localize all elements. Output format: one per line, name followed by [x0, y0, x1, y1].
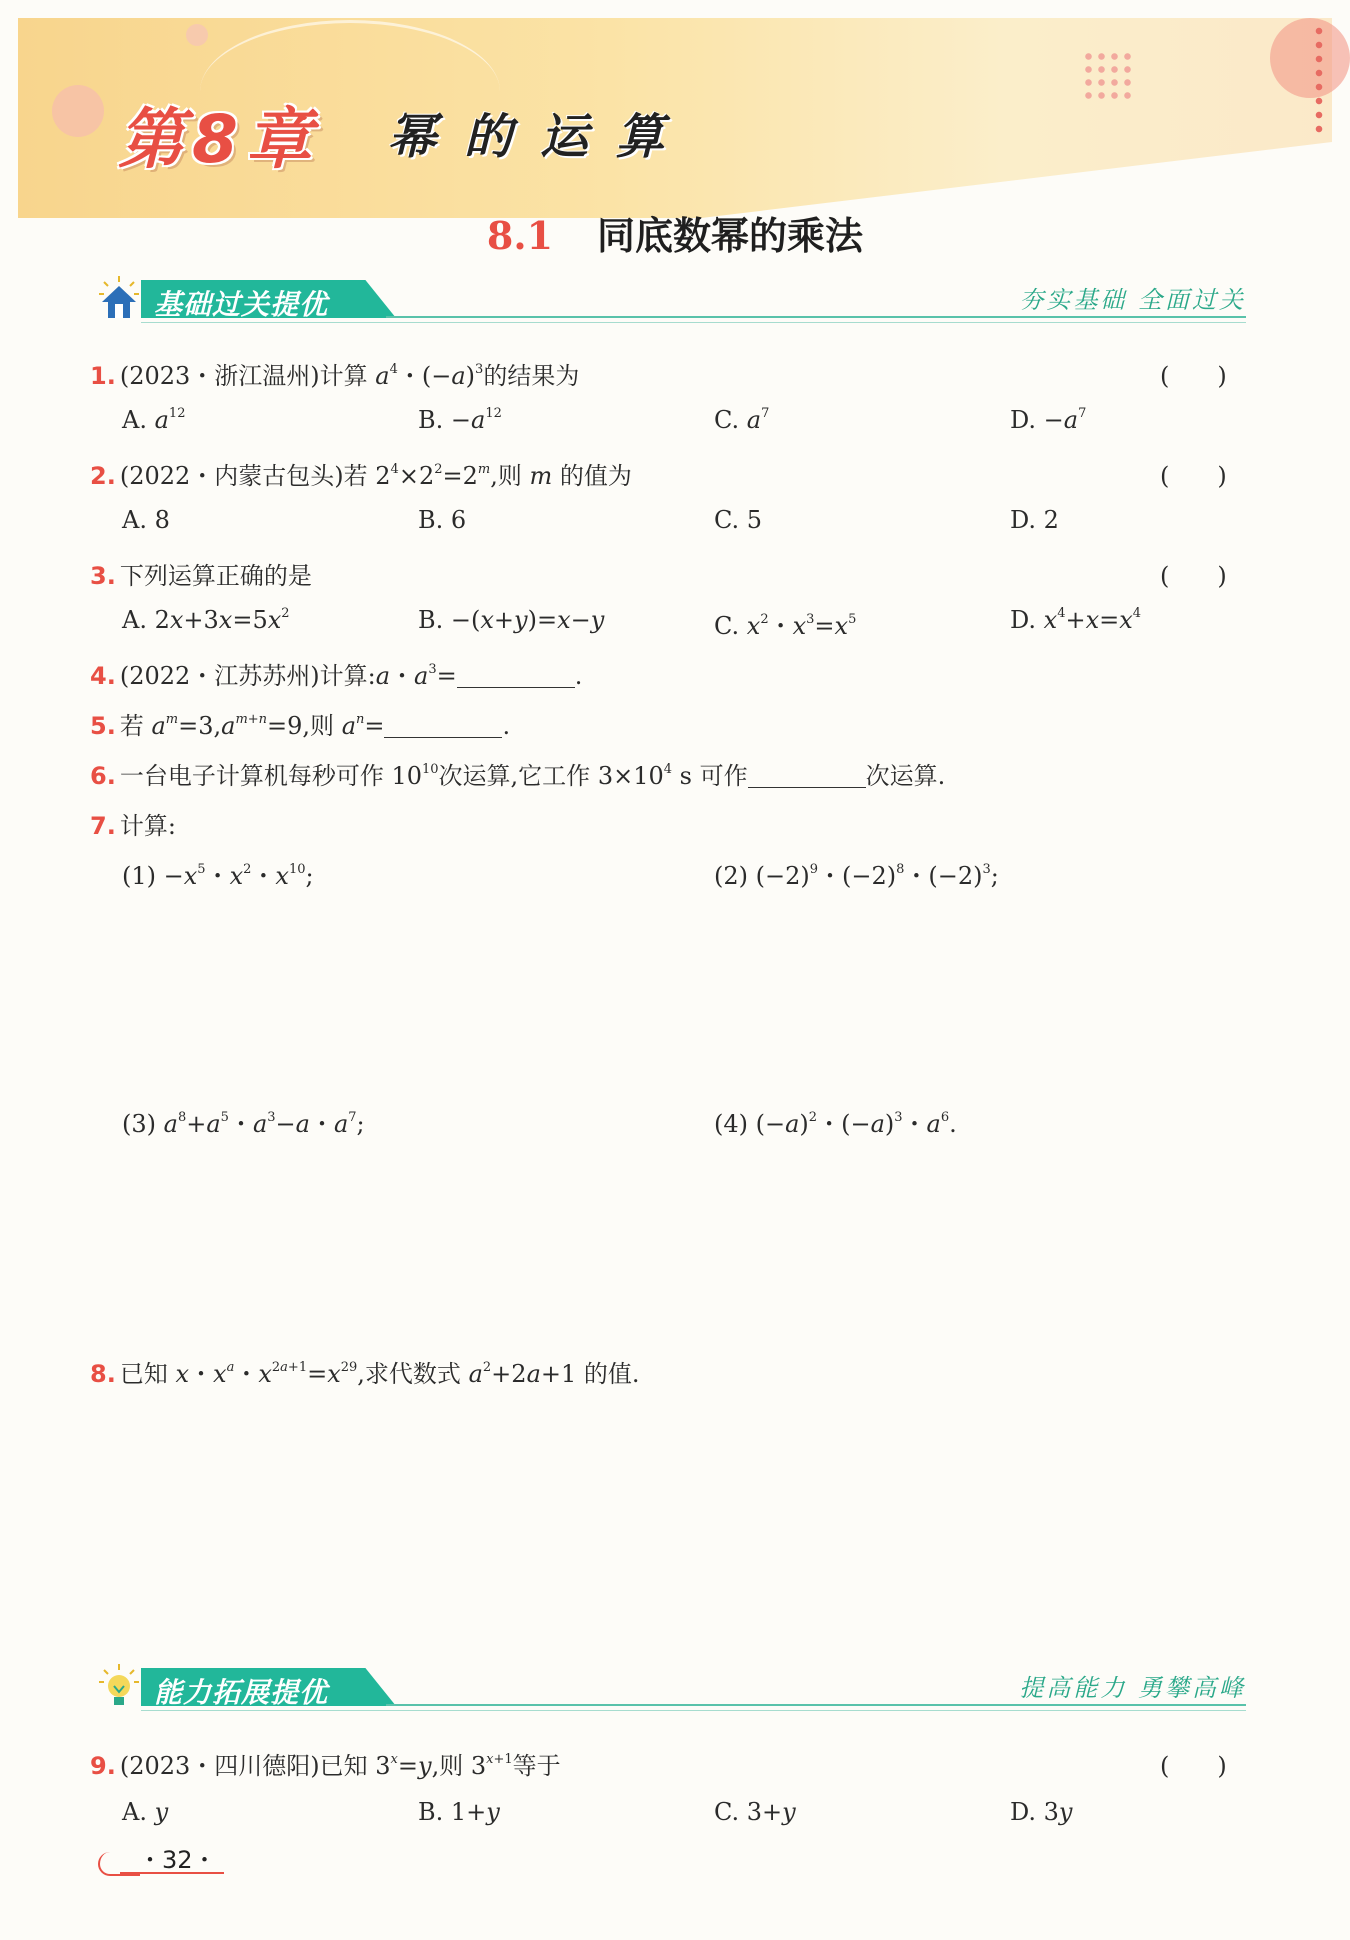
question-number: 1. [90, 362, 116, 390]
question-number: 5. [90, 712, 116, 740]
question-text: (2022・内蒙古包头)若 [119, 462, 368, 490]
option-d: D. 2 [1010, 506, 1059, 534]
question-number: 7. [90, 812, 116, 840]
question-text: 的结果为 [483, 362, 580, 390]
option-d: D. $-a^7$ [1010, 406, 1087, 434]
decor-dots [1312, 24, 1326, 134]
question-text: 次运算. [865, 762, 946, 790]
answer-paren: ( ) [1160, 362, 1227, 390]
option-d: D. $x^4+x=x^4$ [1010, 606, 1142, 634]
option-a: A. $a^{12}$ [122, 406, 186, 434]
decor-dots [1082, 50, 1132, 100]
option-b: B. −(x+y)=x−y [418, 606, 605, 634]
question-text: (2022・江苏苏州)计算: [119, 662, 376, 690]
question-text: 下列运算正确的是 [119, 562, 312, 590]
motto: 提高能力 勇攀高峰 [1019, 1674, 1246, 1702]
question-text: 一台电子计算机每秒可作 [119, 762, 384, 790]
answer-blank[interactable] [457, 663, 575, 688]
option-a: A. $2x+3x=5x^2$ [122, 606, 290, 634]
subquestion-2: (2) $(-2)^9$・$(-2)^8$・$(-2)^3$; [714, 862, 999, 890]
question-text: (2023・浙江温州)计算 [119, 362, 368, 390]
option-c: C. $a^7$ [714, 406, 770, 434]
question-number: 2. [90, 462, 116, 490]
question-text: 的值. [583, 1360, 640, 1388]
section-name: 同底数幂的乘法 [597, 213, 864, 258]
page-number [98, 1838, 228, 1874]
question-text: ,求代数式 [357, 1360, 461, 1388]
option-a: A. y [122, 1798, 169, 1826]
chapter-title: 幂的运算 [388, 109, 693, 165]
option-c: C. 3+y [714, 1798, 796, 1826]
divider [386, 316, 1246, 318]
question-6: 6. 一台电子计算机每秒可作 $10^{10}$次运算,它工作 $3\times 10^4$ s 可作 次运算. [90, 762, 946, 790]
lightbulb-icon [96, 1662, 142, 1710]
answer-blank[interactable] [384, 713, 502, 738]
question-5: 5. 若 $a^m=3,a^{m+n}=9$,则 $a^n=$ . [90, 712, 511, 740]
divider [141, 322, 1246, 323]
option-b: B. 1+y [418, 1798, 500, 1826]
subquestion-1: $(1) -x^5$・$x^2$・$x^{10}$; [122, 862, 314, 890]
question-9: 9. (2023・四川德阳)已知 $3^x=y$,则 $3^{x+1}$等于 [90, 1752, 561, 1780]
question-number: 4. [90, 662, 116, 690]
question-text: s 可作 [679, 762, 748, 790]
answer-paren: ( ) [1160, 462, 1227, 490]
option-c: C. 5 [714, 506, 763, 534]
option-c: C. $x^2$・$x^3=x^5$ [714, 612, 857, 640]
chapter-number: 第8章 [118, 101, 320, 178]
decor-circle [1270, 18, 1350, 98]
option-b: B. 6 [418, 506, 467, 534]
question-number: 8. [90, 1360, 116, 1388]
page-number-text: ・32・ [138, 1846, 217, 1874]
option-a: A. 8 [122, 506, 170, 534]
tag-label: 能力拓展提优 [154, 1676, 329, 1709]
option-b: B. $-a^{12}$ [418, 406, 502, 434]
question-text: 等于 [512, 1752, 561, 1780]
question-1: 1. (2023・浙江温州)计算 $a^4$・$(-a)^3$的结果为 [90, 362, 580, 390]
divider [386, 1704, 1246, 1706]
answer-paren: ( ) [1160, 1752, 1227, 1780]
question-3 [90, 556, 312, 591]
question-8: 8. 已知 x・$x^a$・$x^{2a+1}=x^{29}$,求代数式 $a^2+2a+1$ 的值. [90, 1360, 640, 1388]
section-bar-basic [96, 274, 1246, 324]
decor-circle [186, 24, 208, 46]
divider [141, 1710, 1246, 1711]
question-4: 4. (2022・江苏苏州)计算:a・$a^3=$ . [90, 662, 583, 690]
question-text: 计算: [119, 812, 176, 840]
question-text: (2023・四川德阳)已知 [119, 1752, 368, 1780]
question-text: 的值为 [559, 462, 632, 490]
answer-paren: ( ) [1160, 562, 1227, 590]
answer-blank[interactable] [748, 763, 866, 788]
question-text: 次运算,它工作 [438, 762, 591, 790]
subquestion-3: (3) $a^8+a^5$・$a^3-a$・$a^7$; [122, 1110, 365, 1138]
section-title [0, 205, 1350, 260]
question-number: 9. [90, 1752, 116, 1780]
subquestion-4: (4) $(-a)^2$・$(-a)^3$・$a^6$. [714, 1110, 957, 1138]
question-number: 3. [90, 562, 116, 590]
option-d: D. 3y [1010, 1798, 1073, 1826]
question-7 [90, 806, 176, 841]
section-bar-advanced [96, 1662, 1246, 1712]
question-number: 6. [90, 762, 116, 790]
question-text: 若 [119, 712, 144, 740]
question-2: 2. (2022・内蒙古包头)若 $2^4\times 2^2=2^m$,则 m 的值为 [90, 462, 632, 490]
decor-circle [52, 85, 104, 137]
question-text: 已知 [119, 1360, 168, 1388]
motto: 夯实基础 全面过关 [1019, 286, 1246, 314]
tag-label: 基础过关提优 [154, 288, 329, 321]
section-number: 8.1 [486, 213, 554, 258]
house-icon [96, 274, 142, 322]
